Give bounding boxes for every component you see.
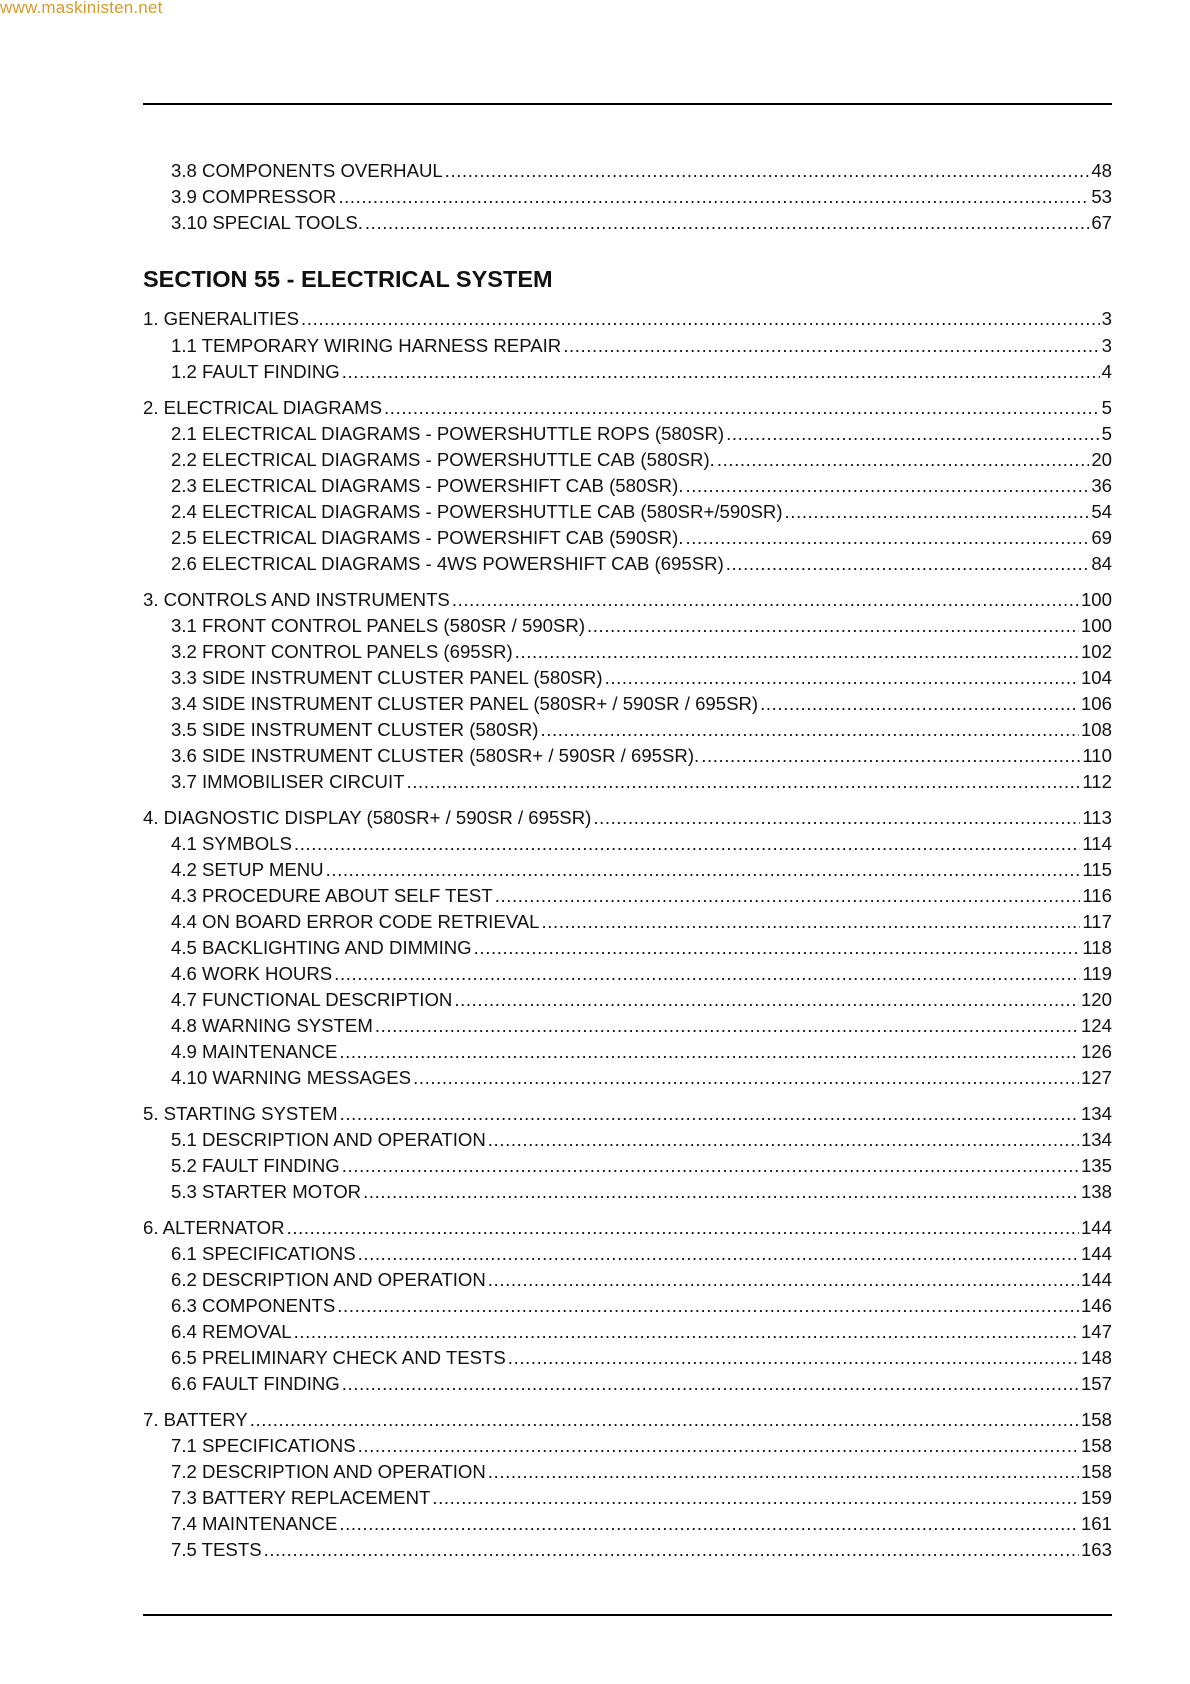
toc-entry-title: 6.5 PRELIMINARY CHECK AND TESTS [171,1347,506,1368]
toc-entry-title: 3.10 SPECIAL TOOLS. [171,212,363,233]
toc-leader [452,587,1079,613]
toc-entry[interactable] [143,987,1112,1013]
toc-leader [515,639,1079,665]
toc-entry-title: 4.5 BACKLIGHTING AND DIMMING [171,937,472,958]
toc-entry-page: 118 [1082,937,1112,958]
toc-entry[interactable] [143,525,1112,551]
toc-entry-page: 100 [1080,589,1112,610]
toc-leader [593,805,1080,831]
toc-entry[interactable] [143,935,1112,961]
toc-leader [701,743,1080,769]
toc-entry[interactable] [143,909,1112,935]
toc-entry[interactable] [143,1293,1112,1319]
toc-entry-title: 2.3 ELECTRICAL DIAGRAMS - POWERSHIFT CAB (580SR). [171,475,684,496]
toc-entry-page: 5 [1101,397,1112,418]
toc-entry-title: 4.1 SYMBOLS [171,833,292,854]
toc-entry[interactable] [143,333,1112,359]
toc-entry-page: 106 [1080,693,1112,714]
toc-entry-title: 2.5 ELECTRICAL DIAGRAMS - POWERSHIFT CAB (590SR). [171,527,684,548]
toc-leader [337,1293,1079,1319]
toc-entry-title: 2.6 ELECTRICAL DIAGRAMS - 4WS POWERSHIFT CAB (695SR) [171,553,724,574]
toc-entry-title: 4.2 SETUP MENU [171,859,324,880]
toc-entry[interactable] [143,613,1112,639]
toc-entry[interactable] [143,395,1112,421]
toc-entry-title: 4.3 PROCEDURE ABOUT SELF TEST [171,885,493,906]
toc-entry-page: 3 [1101,308,1112,329]
toc-leader [334,961,1080,987]
toc-leader [375,1013,1079,1039]
toc-entry-page: 115 [1082,859,1112,880]
section-heading: SECTION 55 - ELECTRICAL SYSTEM [143,266,553,292]
toc-leader [540,717,1078,743]
toc-entry-page: 138 [1080,1181,1112,1202]
toc-entry-title: 2.2 ELECTRICAL DIAGRAMS - POWERSHUTTLE CAB (580SR). [171,449,715,470]
toc-entry-title: 6.4 REMOVAL [171,1321,292,1342]
toc-entry-title: 1.1 TEMPORARY WIRING HARNESS REPAIR [171,335,562,356]
toc-entry-title: 5.1 DESCRIPTION AND OPERATION [171,1129,486,1150]
toc-entry-title: 2.4 ELECTRICAL DIAGRAMS - POWERSHUTTLE CAB (580SR+/590SR) [171,501,783,522]
toc-entry-title: 3.8 COMPONENTS OVERHAUL [171,160,443,181]
toc-entry[interactable] [143,587,1112,613]
toc-entry-title: 3.5 SIDE INSTRUMENT CLUSTER (580SR) [171,719,539,740]
toc-entry[interactable] [143,1537,1112,1563]
toc-entry-page: 104 [1080,667,1112,688]
toc-entry-title: 3. CONTROLS AND INSTRUMENTS [143,589,450,610]
toc-entry[interactable] [143,1215,1112,1241]
toc-entry[interactable] [143,184,1112,210]
toc-entry-title: 7. BATTERY [143,1409,248,1430]
toc-leader [488,1267,1079,1293]
toc-entry[interactable] [143,1371,1112,1397]
toc-entry-page: 146 [1080,1295,1112,1316]
toc-entry-page: 84 [1091,553,1112,574]
toc-entry-title: 5. STARTING SYSTEM [143,1103,338,1124]
toc-leader [454,987,1079,1013]
toc-leader [358,1241,1079,1267]
toc-entry-title: 3.1 FRONT CONTROL PANELS (580SR / 590SR) [171,615,586,636]
toc-leader [685,525,1089,551]
toc-entry-page: 126 [1080,1041,1112,1062]
toc-entry-page: 5 [1101,423,1112,444]
toc-entry-page: 119 [1082,963,1112,984]
toc-entry-page: 67 [1091,212,1112,233]
toc-leader [358,1433,1079,1459]
toc-entry[interactable] [143,421,1112,447]
toc-entry-title: 3.3 SIDE INSTRUMENT CLUSTER PANEL (580SR) [171,667,603,688]
toc-entry[interactable] [143,158,1112,184]
toc-entry-page: 144 [1080,1217,1112,1238]
footer-rule [143,1614,1112,1616]
toc-entry-title: 6.3 COMPONENTS [171,1295,336,1316]
toc-entry-title: 4.9 MAINTENANCE [171,1041,338,1062]
toc-entry-page: 148 [1080,1347,1112,1368]
toc-entry-title: 6.1 SPECIFICATIONS [171,1243,356,1264]
toc-entry[interactable] [143,1485,1112,1511]
toc-entry-page: 134 [1080,1129,1112,1150]
toc-entry-title: 3.6 SIDE INSTRUMENT CLUSTER (580SR+ / 590SR / 695SR). [171,745,700,766]
toc-entry-title: 1. GENERALITIES [143,308,300,329]
toc-entry[interactable] [143,1101,1112,1127]
toc-entry-title: 2. ELECTRICAL DIAGRAMS [143,397,383,418]
toc-entry[interactable] [143,1459,1112,1485]
toc-entry-page: 163 [1080,1539,1112,1560]
toc-leader [287,1215,1079,1241]
toc-entry-page: 3 [1101,335,1112,356]
toc-entry-title: 3.9 COMPRESSOR [171,186,337,207]
toc-entry-page: 4 [1101,361,1112,382]
toc-entry-title: 7.1 SPECIFICATIONS [171,1435,356,1456]
header-rule [143,103,1112,105]
toc-leader [339,1039,1079,1065]
toc-entry-title: 4.4 ON BOARD ERROR CODE RETRIEVAL [171,911,540,932]
toc-entry-title: 7.5 TESTS [171,1539,262,1560]
toc-entry-title: 4.8 WARNING SYSTEM [171,1015,373,1036]
toc-leader [342,1371,1079,1397]
toc-entry-page: 108 [1080,719,1112,740]
toc-entry[interactable] [143,769,1112,795]
toc-entry[interactable] [143,691,1112,717]
toc-leader [605,665,1079,691]
toc-leader [365,210,1089,236]
toc-entry[interactable] [143,1127,1112,1153]
toc-entry-page: 144 [1080,1269,1112,1290]
toc-entry-title: 6. ALTERNATOR [143,1217,285,1238]
toc-entry[interactable] [143,551,1112,577]
toc-entry-page: 159 [1080,1487,1112,1508]
toc-entry-title: 4.6 WORK HOURS [171,963,333,984]
toc-entry[interactable] [143,1407,1112,1433]
toc-entry-page: 161 [1080,1513,1112,1534]
toc-entry[interactable] [143,1065,1112,1091]
toc-leader [445,158,1090,184]
toc-entry-page: 116 [1082,885,1112,906]
toc-entry[interactable] [143,665,1112,691]
toc-entry[interactable] [143,883,1112,909]
toc-entry-title: 7.3 BATTERY REPLACEMENT [171,1487,431,1508]
toc-entry-page: 134 [1080,1103,1112,1124]
toc-entry-page: 158 [1080,1409,1112,1430]
toc-entry-title: 4.7 FUNCTIONAL DESCRIPTION [171,989,453,1010]
toc-entry-page: 54 [1091,501,1112,522]
toc-entry[interactable] [143,1433,1112,1459]
toc-leader [384,395,1100,421]
toc-leader [264,1537,1079,1563]
toc-leader [363,1179,1079,1205]
toc-leader [338,184,1089,210]
toc-entry-page: 158 [1080,1461,1112,1482]
toc-leader [342,359,1100,385]
toc-leader [301,306,1100,332]
toc-entry-page: 100 [1080,615,1112,636]
toc-entry[interactable] [143,961,1112,987]
toc-entry[interactable] [143,743,1112,769]
toc-entry[interactable] [143,831,1112,857]
toc-leader [717,447,1090,473]
toc-leader [563,333,1099,359]
toc-entry-title: 5.2 FAULT FINDING [171,1155,340,1176]
toc-entry[interactable] [143,639,1112,665]
toc-entry-page: 113 [1082,807,1112,828]
toc-entry-page: 124 [1080,1015,1112,1036]
toc-entry-page: 36 [1091,475,1112,496]
watermark-text: www.maskinisten.net [0,0,163,17]
toc-entry-page: 53 [1091,186,1112,207]
toc-entry-title: 4.10 WARNING MESSAGES [171,1067,412,1088]
toc-entry[interactable] [143,717,1112,743]
toc-leader [339,1511,1079,1537]
toc-leader [488,1459,1079,1485]
toc-leader [495,883,1081,909]
toc-entry[interactable] [143,306,1112,332]
toc-leader [294,831,1080,857]
toc-entry[interactable] [143,1345,1112,1371]
toc-leader [785,499,1090,525]
toc-entry[interactable] [143,499,1112,525]
toc-entry-page: 117 [1082,911,1112,932]
toc-entry[interactable] [143,1039,1112,1065]
toc-entry[interactable] [143,1267,1112,1293]
toc-entry-title: 7.4 MAINTENANCE [171,1513,338,1534]
toc-entry-title: 3.4 SIDE INSTRUMENT CLUSTER PANEL (580SR+ / 590SR / 695SR) [171,693,759,714]
toc-leader [685,473,1089,499]
toc-entry-title: 4. DIAGNOSTIC DISPLAY (580SR+ / 590SR / 695SR) [143,807,592,828]
toc-leader [508,1345,1079,1371]
toc-leader [407,769,1081,795]
toc-entry-page: 158 [1080,1435,1112,1456]
toc-entry[interactable] [143,210,1112,236]
toc-entry-page: 114 [1082,833,1112,854]
toc-entry-title: 7.2 DESCRIPTION AND OPERATION [171,1461,486,1482]
toc-entry[interactable] [143,1013,1112,1039]
toc-entry[interactable] [143,1153,1112,1179]
toc-entry[interactable] [143,473,1112,499]
toc-leader [326,857,1081,883]
toc-leader [726,551,1090,577]
toc-entry-title: 2.1 ELECTRICAL DIAGRAMS - POWERSHUTTLE ROPS (580SR) [171,423,725,444]
toc-entry-title: 3.2 FRONT CONTROL PANELS (695SR) [171,641,513,662]
toc-entry-page: 144 [1080,1243,1112,1264]
toc-entry[interactable] [143,359,1112,385]
toc-entry[interactable] [143,805,1112,831]
toc-leader [340,1101,1079,1127]
toc-leader [726,421,1100,447]
toc-entry-title: 1.2 FAULT FINDING [171,361,340,382]
toc-entry[interactable] [143,1319,1112,1345]
toc-entry[interactable] [143,1179,1112,1205]
toc-entry-page: 112 [1082,771,1112,792]
toc-entry-page: 147 [1080,1321,1112,1342]
toc-leader [587,613,1079,639]
toc-entry[interactable] [143,857,1112,883]
toc-entry-page: 127 [1080,1067,1112,1088]
toc-entry-page: 102 [1080,641,1112,662]
toc-entry-title: 3.7 IMMOBILISER CIRCUIT [171,771,405,792]
toc-entry-page: 110 [1082,745,1112,766]
toc-entry[interactable] [143,447,1112,473]
toc-entry-page: 69 [1091,527,1112,548]
toc-entry-title: 5.3 STARTER MOTOR [171,1181,362,1202]
toc-leader [488,1127,1079,1153]
toc-entry-title: 6.6 FAULT FINDING [171,1373,340,1394]
toc-leader [760,691,1079,717]
toc-entry-page: 48 [1091,160,1112,181]
toc-entry-title: 6.2 DESCRIPTION AND OPERATION [171,1269,486,1290]
toc-leader [250,1407,1079,1433]
toc-leader [474,935,1081,961]
toc-leader [413,1065,1079,1091]
toc-entry[interactable] [143,1511,1112,1537]
toc-entry-page: 20 [1091,449,1112,470]
toc-entry-page: 135 [1080,1155,1112,1176]
toc-leader [542,909,1081,935]
toc-leader [342,1153,1079,1179]
toc-entry-page: 120 [1080,989,1112,1010]
toc-entry[interactable] [143,1241,1112,1267]
toc-entry-page: 157 [1080,1373,1112,1394]
toc-leader [294,1319,1079,1345]
toc-leader [432,1485,1079,1511]
